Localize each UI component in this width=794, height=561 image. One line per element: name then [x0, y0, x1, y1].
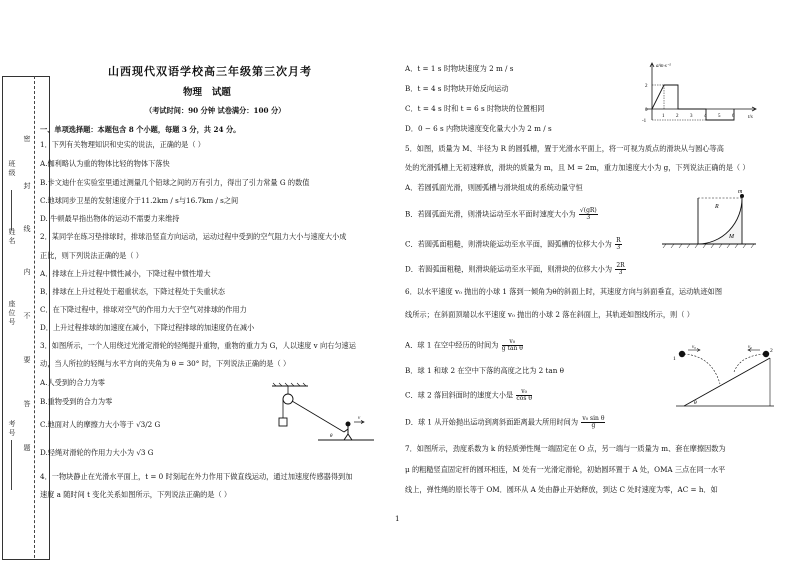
q5-option-b-fraction: $\frac{√(gR)}{3}$: [579, 207, 597, 221]
weight-block: [279, 418, 287, 426]
seal-char: 封: [23, 182, 31, 191]
q4-stem-cont: 速度 a 随时间 t 变化关系如图所示，下列说法正确的是（ ）: [40, 490, 232, 499]
q3-option-c-text: C.地面对人的摩擦力大小等于: [40, 420, 134, 429]
q3-option-c: [40, 420, 160, 429]
label-exam-line: [11, 440, 12, 490]
q3-option-c-value: √3/2 G: [136, 420, 161, 429]
q5-option-c: [405, 238, 623, 251]
q6-option-d-prefix: D．球 1 从开始抛出运动到离斜面距离最大所用时间为: [405, 417, 579, 427]
x-tick: 3: [690, 114, 693, 119]
person-head: [346, 422, 351, 427]
x-axis-label: t/s: [748, 115, 753, 120]
q1-option-d: D. 牛顿最早指出物体的运动不需要力来维持: [40, 214, 180, 223]
x-tick: 1: [662, 114, 665, 119]
groove-body: [698, 198, 742, 244]
q2-option-d: D．上升过程排球的加速度在减小，下降过程排球的加速度仍在减小: [40, 323, 255, 332]
x-tick: 5: [718, 114, 721, 119]
seal-char: 题: [23, 444, 31, 453]
q3-stem-cont: 动，当人所拉的轻绳与水平方向的夹角为 θ = 30° 时，下列说法正确的是（ ）: [40, 359, 291, 368]
label-name: 姓名: [8, 228, 16, 246]
q6-option-a-text: A．球 1 在空中经历的时间为: [405, 340, 499, 350]
seal-char: 密: [23, 135, 31, 144]
q3-option-d-value: √3 G: [136, 448, 154, 457]
binding-dashed-line: [34, 76, 35, 558]
q6-option-a-fraction: $\frac{\text{v₀}}{\text{g tan θ}}$: [501, 338, 523, 352]
v0-label-1: v₀: [692, 345, 696, 350]
q4-option-d: D．0 − 6 s 内物块速度变化量大小为 2 m / s: [405, 124, 552, 133]
q5-stem-cont: 处的光滑弧槽上无初速释放，滑块的质量为 m，且 M = 2m，重力加速度大小为 g，下列说法正确的是（ ）: [405, 163, 750, 172]
q6-option-c-fraction: $\frac{\text{v₀}}{\text{cos θ}}$: [516, 388, 532, 402]
q7-stem: 7．如图所示，劲度系数为 k 的轻质弹性绳一端固定在 O 点，另一端与一质量为 m、套在摩擦因数为: [405, 444, 726, 453]
q3-option-d-text: D.轻绳对滑轮的作用力大小为: [40, 448, 135, 457]
q5-stem: 5．如图，质量为 M、半径为 R 的圆弧槽，置于光滑水平面上，将一可视为质点的滑块从与圆心等高: [405, 144, 724, 153]
q2-option-b: B．排球在上升过程处于超重状态，下降过程处于失重状态: [40, 287, 225, 296]
rope: [292, 401, 344, 432]
label-class-line: [11, 190, 12, 230]
q1-stem: 1．下列有关物理知识和史实的说法，正确的是（ ）: [40, 140, 205, 149]
page-title: 山西现代双语学校高三年级第三次月考: [108, 65, 312, 78]
angle-label: θ: [694, 400, 697, 406]
q6-option-c: [405, 389, 533, 402]
q5-arc-groove-figure: [660, 188, 760, 250]
q5-option-d: [405, 263, 627, 276]
y-tick: 0: [645, 108, 648, 113]
angle-label: θ: [330, 434, 333, 439]
q6-incline-figure: [670, 340, 780, 412]
q5-option-d-text: D．若圆弧面粗糙，则滑块能运动至水平面，则滑块的位移大小为: [405, 264, 613, 274]
seal-char: 内: [23, 268, 31, 277]
x-tick: 2: [676, 114, 679, 119]
seal-char: 答: [23, 400, 31, 409]
q6-option-d: [405, 416, 606, 429]
q2-stem: 2．某同学在练习垫排球时，排球沿竖直方向运动，运动过程中受到的空气阻力大小与速度大小成: [40, 232, 347, 241]
seal-char: 要: [23, 356, 31, 365]
q5-option-c-fraction: $\frac{R}{3}$: [616, 237, 621, 251]
q5-option-b: [405, 208, 599, 221]
q5-option-a: A．若圆弧面光滑，则圆弧槽与滑块组成的系统动量守恒: [405, 183, 583, 192]
q5-option-b-text: B．若圆弧面光滑，则滑块运动至水平面时速度大小为: [405, 209, 576, 219]
q3-figure: [268, 382, 380, 444]
label-class: 班级: [8, 160, 16, 178]
label-seat: 座位号: [8, 300, 16, 327]
q7-stem-cont: μ 的粗糙竖直固定杆的圆环相连，M 处有一光滑定滑轮，初始圆环置于 A 处，OMA 三点在同一水平: [405, 465, 726, 474]
q5-option-c-text: C．若圆弧面粗糙，则滑块能运动至水平面，圆弧槽的位移大小为: [405, 239, 612, 249]
velocity-label: v: [358, 416, 361, 421]
seal-char: 不: [23, 312, 31, 321]
exam-info: （考试时间：90 分钟 试卷满分：100 分）: [145, 106, 286, 115]
q6-option-c-text: C．球 2 落回斜面时的速度大小是: [405, 390, 514, 400]
q4-option-c: C．t = 4 s 时和 t = 6 s 时物块的位置相同: [405, 104, 545, 113]
mass-label-M: M: [729, 234, 734, 240]
x-tick: 4: [704, 114, 707, 119]
subject-title: 物理 试题: [183, 87, 231, 98]
q6-option-b: B．球 1 和球 2 在空中下落的高度之比为 2 tan θ: [405, 366, 564, 375]
y-tick: 2: [645, 84, 648, 89]
v0-label-2: v₀: [748, 345, 752, 350]
ball-1-label: 1: [673, 356, 676, 362]
mass-label-m: m: [738, 189, 743, 195]
y-axis-label: a/m·s⁻²: [656, 64, 671, 69]
q6-stem-cont: 线所示；在斜面顶端以水平速度 v₀ 抛出的小球 2 落在斜面上，其轨迹如图线所示，则（ ）: [405, 310, 694, 319]
ball-2-label: 2: [770, 348, 773, 354]
q1-option-b: B.卡文迪什在实验室里通过测量几个铅球之间的万有引力，得出了引力常量 G 的数值: [40, 178, 310, 187]
q2-stem-cont: 正比，则下列说法正确的是（ ）: [40, 251, 143, 260]
q3-option-a: A.人受到的合力为零: [40, 378, 105, 387]
q3-option-b: B.重物受到的合力为零: [40, 397, 113, 406]
page-number: 1: [395, 514, 400, 523]
y-tick: -1: [642, 119, 647, 124]
radius-label: R: [715, 204, 719, 210]
q3-stem: 3．如图所示，一个人用绕过光滑定滑轮的轻绳提升重物，重物的重力为 G，人以速度 v 向右匀速运: [40, 341, 356, 350]
seal-char: 线: [23, 225, 31, 234]
q1-option-a: A.伽利略认为重的物体比轻的物体下落快: [40, 159, 170, 168]
x-tick: 6: [732, 114, 735, 119]
pulley: [283, 394, 293, 404]
incline: [684, 358, 770, 406]
q3-option-d: [40, 448, 154, 457]
q2-option-c: C．在下降过程中，排球对空气的作用力大于空气对排球的作用力: [40, 305, 247, 314]
q4-stem: 4．一物块静止在光滑水平面上，t = 0 时刻起在外力作用下做直线运动，通过加速度传感器得到加: [40, 472, 353, 481]
q6-option-d-fraction: $\frac{\text{v₀ sin θ}}{g}$: [582, 415, 605, 429]
q7-stem-cont-2: 线上，弹性绳的原长等于 OM．圆环从 A 处由静止开始释放，到达 C 处时速度为零，AC = h．如: [405, 485, 718, 494]
q4-option-a: A．t = 1 s 时物块速度为 2 m / s: [405, 64, 514, 73]
q6-stem: 6．以水平速度 v₀ 抛出的小球 1 落到一倾角为θ的斜面上时，其速度方向与斜面垂直，运动轨迹如图: [405, 287, 723, 296]
q1-option-c: C.地球同步卫星的发射速度介于11.2km / s与16.7km / s之间: [40, 196, 239, 205]
q2-option-a: A．排球在上升过程中惯性减小，下降过程中惯性增大: [40, 269, 211, 278]
q4-option-b: B．t = 4 s 时物块开始反向运动: [405, 84, 509, 93]
trajectory-1: [684, 354, 720, 384]
label-exam-no: 考号: [8, 420, 16, 438]
q5-option-d-fraction: $\frac{2R}{3}$: [616, 262, 625, 276]
section-heading: 一、单项选择题：本题包含 8 个小题，每题 3 分，共 24 分。: [40, 125, 241, 134]
q6-option-a: [405, 339, 524, 352]
q4-acceleration-graph: [636, 60, 766, 130]
